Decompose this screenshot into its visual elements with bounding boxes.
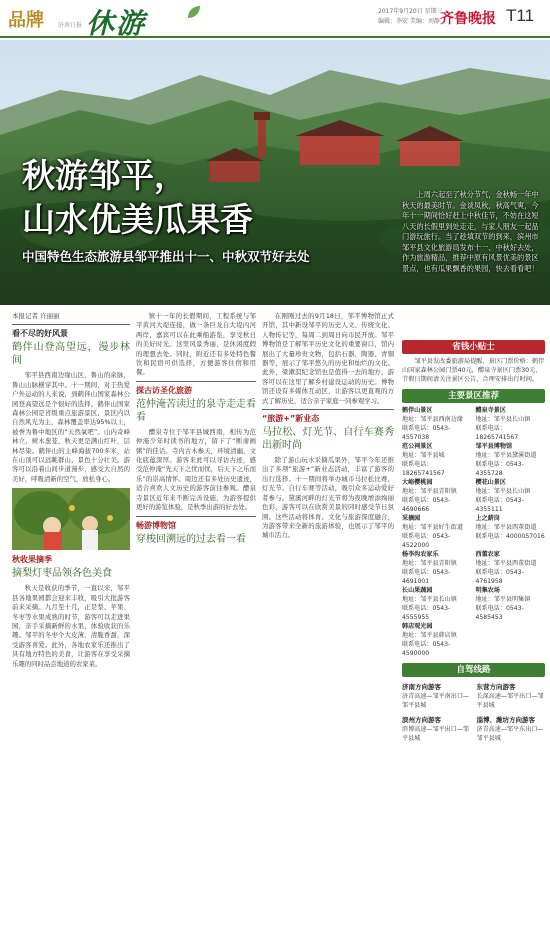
attraction-detail: 联系电话：0543-4555955 [402, 605, 451, 621]
attraction-detail: 联系电话：18265741567 [475, 425, 519, 441]
byline: 本报记者 许丽丽 [12, 312, 60, 320]
attraction-name: 上之薪岗 [475, 515, 500, 522]
article-body: 邹平县西南边缘山区，鲁山的余脉，鲁山山脉横穿其中。十一期间，对于热爱户外运动的人来说，到鹤伴山国家森林公园登高望远是个很好的选择。鹤伴山国家森林公园是省级重点旅游景区，景区内以自然风光为主，森林覆盖率达95%以上，被誉为鲁中地区的“天然氧吧”。山内奇峰林立，树木葱茏，秋天更是满山红叶，层林尽染。鹤伴山的主峰海拔700多米，站在山顶可以远眺群山，景色十分壮美。游客可以沿着山间步道漫步，感受大自然的美好，呼吸清新的空气，放松身心。 [12, 371, 130, 483]
section-dek: 范仲淹苦读过的泉寺走走看看 [136, 398, 256, 423]
attraction-detail: 地址：邹平县黛溪街道 [475, 452, 537, 459]
attraction-detail: 联系电话：0543-4585453 [475, 605, 524, 621]
attraction-item [476, 514, 546, 550]
attraction-item [402, 622, 472, 658]
attraction-detail: 联系电话：0543-4761958 [475, 569, 524, 585]
attraction-name: 西董农家 [475, 551, 500, 558]
attraction-detail: 地址：邹平县长山镇 [402, 596, 457, 603]
divider [12, 324, 130, 325]
attraction-name: 樱花山景区 [475, 479, 506, 486]
section-heading: 探古访圣化旅游 [136, 385, 192, 395]
attraction-name: 醴泉寺景区 [475, 407, 506, 414]
attraction-detail: 地址：邹平县西董街道 [475, 560, 537, 567]
route-detail: 济青高速—邹平东出口—邹平县城 [476, 726, 544, 742]
attraction-item [476, 406, 546, 442]
attraction-detail: 联系电话：0543-4690666 [402, 497, 451, 513]
attraction-detail: 地址：邹平县好生街道 [402, 524, 463, 531]
attraction-detail: 联系电话：0543-4355111 [475, 497, 524, 513]
section-heading: “旅游+”新业态 [262, 414, 320, 424]
attraction-item [402, 442, 472, 478]
masthead [0, 0, 550, 38]
divider [136, 516, 256, 517]
attraction-detail: 地址：邹平县青阳镇 [402, 488, 457, 495]
route-item [402, 683, 471, 710]
section-heading: 秋收果摘季 [12, 555, 52, 565]
leaf-icon [186, 4, 202, 20]
article-body: 在刚刚过去的9月18日，邹平博物馆正式开馆，其中新设邹平的历史人文、传统文化、人物传记等，每周二到周日向市民开放。邹平博物馆是了解邹平历史文化的重要窗口，馆内展出了大量珍贵文物，包括石器、陶器、青铜器等，展示了邹平悠久的历史和灿烂的文化。此外，梁漱溟纪念馆也是值得一去的地方，游客可以在这里了解乡村建设运动的历史。博物馆还设有多媒体互动区，让游客以更直观的方式了解历史，适合亲子家庭一同参观学习。 [262, 312, 394, 405]
route-name: 滨州方向游客 [402, 716, 441, 724]
newspaper-name: 齐鲁晚报 [440, 11, 496, 27]
headline [22, 154, 253, 242]
attraction-detail: 地址：邹平县明集镇 [475, 596, 531, 603]
headline-line-2: 山水优美瓜果香 [22, 200, 253, 239]
attraction-item [402, 514, 472, 550]
section-dek: 摘梨灯枣品领各色美食 [12, 568, 112, 580]
article-body: 镇十一年的长假期间，工程系统与邹平黄河大堤连接，做一条巨龙自大堤内河两岸，嘉宾可以在此乘船游览，享受秋日的美好时光。这里风景秀丽，是休闲度假的理想去处。同时，附近还有多处特色餐饮和民宿可供选择，方便游客住宿和用餐。 [136, 312, 256, 377]
section-dek: 马拉松、灯光节、自行车赛秀出新时尚 [262, 427, 394, 452]
attraction-detail: 联系电话：0543-4590000 [402, 641, 451, 657]
attraction-detail: 地址：邹平县城 [402, 452, 445, 459]
section-heading: 看不尽的好风景 [12, 329, 68, 339]
page-number: T11 [506, 6, 535, 25]
attraction-detail: 联系电话：4000057016 [475, 533, 545, 540]
article-column-2 [136, 312, 256, 940]
article-body: 除了游山玩水采摘瓜果外，邹平今年还推出了多项“旅游+”新业态活动，丰富了游客的出行选择。十一期间将举办城市马拉松比赛、灯光节、自行车赛等活动，吸引众多运动爱好者参与。黛溪河畔的灯光节将为夜晚增添绚丽色彩，游客可以在欣赏美景的同时感受节日氛围。这些活动将体育、文化与旅游深度融合，为游客带来全新的旅游体验，也展示了邹平的城市活力。 [262, 456, 394, 540]
attraction-detail: 联系电话：0543-4557038 [402, 425, 451, 441]
attraction-detail: 联系电话：18265741567 [402, 461, 445, 477]
attractions-grid [402, 406, 545, 658]
attraction-name: 大峪樱桃园 [402, 479, 433, 486]
driving-routes-list [402, 683, 545, 743]
tips-banner: 省钱小贴士 [402, 340, 545, 354]
attractions-banner: 主要景区推荐 [402, 389, 545, 403]
attraction-item [476, 550, 546, 586]
attraction-detail: 地址：邹平县青阳镇 [402, 560, 457, 567]
attraction-item [402, 406, 472, 442]
section-dek: 穿梭回溯远的过去看一看 [136, 533, 246, 545]
attraction-name: 邹平县博物馆 [475, 443, 513, 450]
article-body: 醴泉寺位于邹平县城西南，相传为范仲淹少年时读书的地方，留下了“断齑画粥”的佳话。寺内古木参天，环境清幽，文化底蕴深厚。游客来此可以寻访古迹，感受范仲淹“先天下之忧而忧，后天下之乐而乐”的崇高情怀。周边还有多处历史遗迹，适合喜欢人文历史的游客前往参观。醴泉寺景区近年来不断完善设施，为游客提供更好的游览体验，是秋季出游的好去处。 [136, 427, 256, 512]
attraction-detail: 地址：邹平县长山镇 [475, 416, 531, 423]
route-item [477, 716, 546, 743]
route-name: 淄博、潍坊方向游客 [476, 716, 535, 724]
route-item [477, 683, 546, 710]
article-column-1 [12, 312, 130, 940]
attraction-item [402, 550, 472, 586]
attraction-name: 鹤伴山景区 [402, 407, 433, 414]
route-name: 济南方向游客 [402, 683, 441, 691]
section-heading: 畅游博物馆 [136, 520, 176, 530]
driving-routes-banner: 自驾线路 [402, 663, 545, 677]
issue-date: 2017年9月20日 星期三 [378, 8, 443, 15]
route-detail: 长深高速—邹平出口—邹平县城 [476, 693, 544, 709]
article-body: 秋天是收获的季节，一直以来，邹平县各地果园都会迎来丰收，吸引大批游客前来采摘。九月至十月，正是梨、苹果、冬枣等水果成熟的时节，游客可以走进果园，亲手采摘新鲜的水果，体验收获的乐趣。邹平的冬枣个大皮薄、清脆香甜，深受游客喜爱。此外，各地农家乐还推出了具有地方特色的美食，让游客在享受采摘乐趣的同时品尝地道的农家菜。 [12, 584, 130, 668]
attractions-list [402, 406, 545, 658]
attraction-detail: 联系电话：0543-4355728 [475, 461, 524, 477]
masthead-logo: 品牌 [8, 10, 44, 31]
attraction-detail: 地址：邹平县西董街道 [475, 524, 537, 531]
subheadline: 中国特色生态旅游县邹平推出十一、中秋双节好去处 [22, 249, 310, 264]
issue-editors: 编辑：李宏 美编：刘静 [378, 18, 440, 25]
sidebar [402, 340, 545, 743]
attraction-item [402, 586, 472, 622]
attraction-item [476, 586, 546, 622]
attraction-item [476, 478, 546, 514]
attraction-detail: 联系电话：0543-4691001 [402, 569, 451, 585]
section-title: 休游 [86, 7, 147, 40]
section-dek: 鹤伴山登高望远，漫步林间 [12, 342, 130, 367]
masthead-logo-sub: 济南日报 [58, 22, 83, 29]
route-detail: 济青高速—邹平南出口—邹平县城 [402, 693, 470, 709]
divider [262, 409, 394, 410]
route-name: 东营方向游客 [476, 683, 516, 691]
attraction-item [402, 478, 472, 514]
attraction-detail: 联系电话：0543-4522000 [402, 533, 451, 549]
attraction-name: 长山果蔬园 [402, 587, 433, 594]
attraction-name: 韩店观光园 [402, 623, 433, 630]
route-item [402, 716, 471, 743]
attraction-name: 明集农场 [475, 587, 500, 594]
attraction-detail: 地址：邹平县长山镇 [475, 488, 531, 495]
orchard-photo [12, 488, 130, 550]
divider [136, 381, 256, 382]
headline-line-1: 秋游邹平， [22, 156, 187, 195]
attraction-name: 杨李沟农家乐 [402, 551, 439, 558]
hero-image [0, 40, 550, 305]
attraction-detail: 地址：邹平县韩店镇 [402, 632, 457, 639]
issue-meta [378, 7, 443, 27]
intro-paragraph: 上周六起至了秋分节气，金秋畅一年中秋天的最美时节。金谈凤秋，秋高气爽，今年十一期间恰好赶上中秋佳节，不妨在这短八天的长假里到处走走，与家人朋友一起品门游玩旅行。当了趁填双节的到来，滨州市邹平县文化旅游局发布十一、中秋好去处，作为旅游精品，推荐中原有风景优美的景区景点，也有瓜果飘香的果园，快去看看吧！ [402, 190, 539, 273]
route-detail: 滨博高速—邹平出口—邹平县城 [402, 726, 470, 742]
article-column-3 [262, 312, 394, 940]
tips-text: 邹平县发改委旅游局提醒，景区门票价格：鹤伴山国家森林公园门票40元，醴泉寺景区门票30元，节假日期间请关注景区公告，合理安排出行时间。 [402, 358, 545, 383]
attraction-name: 采摘园 [402, 515, 421, 522]
attraction-detail: 地址：邹平县西南边缘 [402, 416, 463, 423]
attraction-name: 范公祠景区 [402, 443, 433, 450]
attraction-item [476, 442, 546, 478]
